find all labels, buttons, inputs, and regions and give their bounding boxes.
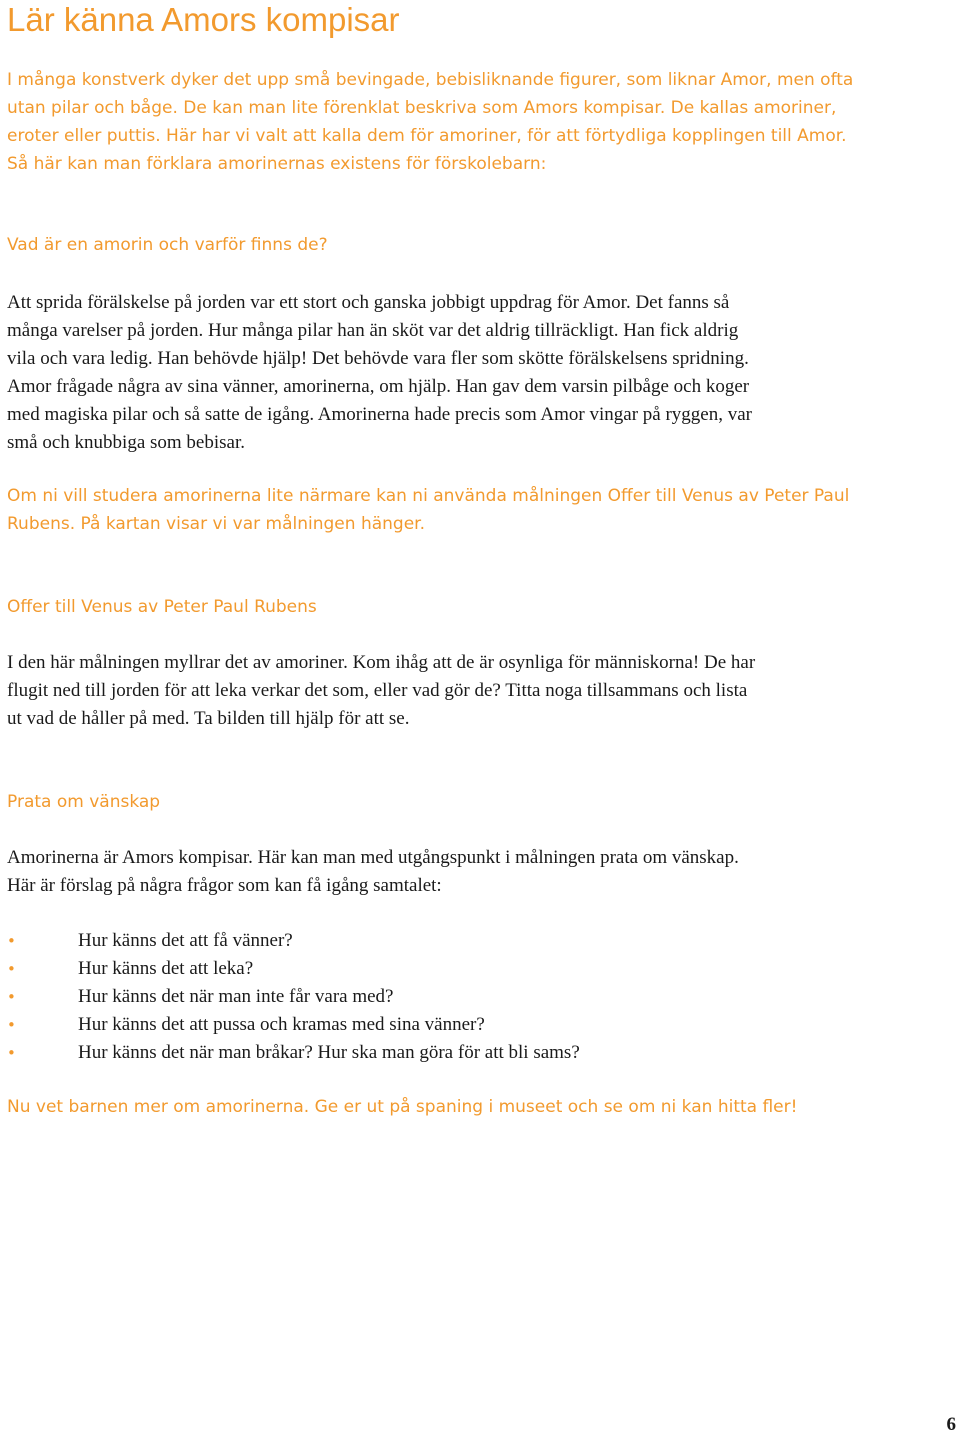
body-line: Att sprida förälskelse på jorden var ett stort och ganska jobbigt uppdrag för Amor. Det fanns så [7,292,730,313]
bullet-icon: • [7,960,16,978]
question-text: Hur känns det att leka? [78,958,254,979]
question-list [7,927,580,1067]
page-number: 6 [946,1414,956,1435]
body-line: Amorinerna är Amors kompisar. Här kan man med utgångspunkt i målningen prata om vänskap. [7,847,739,868]
intro-line: eroter eller puttis. Här har vi valt att kalla dem för amoriner, för att förtydliga kopplingen till Amor. [7,126,847,146]
question-text: Hur känns det att få vänner? [78,930,293,951]
closing-line: Nu vet barnen mer om amorinerna. Ge er ut på spaning i museet och se om ni kan hitta fler! [7,1097,798,1117]
bullet-icon: • [7,1044,16,1062]
intro-paragraph [7,66,957,178]
section-body-rubens [7,649,957,733]
section-heading-amorin: Vad är en amorin och varför finns de? [7,235,328,255]
body-line: Här är förslag på några frågor som kan få igång samtalet: [7,875,442,896]
question-text: Hur känns det att pussa och kramas med sina vänner? [78,1014,485,1035]
body-line: många varelser på jorden. Hur många pilar han än sköt var det aldrig tillräckligt. Han fick aldrig [7,320,739,341]
section-heading-rubens: Offer till Venus av Peter Paul Rubens [7,597,317,617]
body-line: ut vad de håller på med. Ta bilden till hjälp för att se. [7,708,410,729]
body-line: I den här målningen myllrar det av amoriner. Kom ihåg att de är osynliga för människorna! De har [7,652,756,673]
intro-line: Så här kan man förklara amorinernas existens för förskolebarn: [7,154,547,174]
note-line: Rubens. På kartan visar vi var målningen hänger. [7,514,425,534]
body-line: vila och vara ledig. Han behövde hjälp! Det behövde vara fler som skötte förälskelsens spridning. [7,348,749,369]
body-line: små och knubbiga som bebisar. [7,432,245,453]
section-body-amorin [7,289,957,457]
bullet-icon: • [7,1016,16,1034]
list-item [7,1011,580,1039]
bullet-icon: • [7,932,16,950]
closing-note [7,1093,960,1121]
page-title: Lär känna Amors kompisar [7,1,400,38]
section-heading-friendship: Prata om vänskap [7,792,161,812]
list-item [7,983,580,1011]
intro-line: I många konstverk dyker det upp små bevingade, bebisliknande figurer, som liknar Amor, men ofta [7,70,854,90]
list-item [7,955,580,983]
note-line: Om ni vill studera amorinerna lite närmare kan ni använda målningen Offer till Venus av Peter Paul [7,486,850,506]
bullet-icon: • [7,988,16,1006]
body-line: flugit ned till jorden för att leka verkar det som, eller vad gör de? Titta noga tillsammans och lista [7,680,748,701]
intro-line: utan pilar och båge. De kan man lite förenklat beskriva som Amors kompisar. De kallas amoriner, [7,98,837,118]
painting-note [7,482,960,538]
section-body-friendship [7,844,957,900]
body-line: med magiska pilar och så satte de igång. Amorinerna hade precis som Amor vingar på ryggen, var [7,404,752,425]
list-item [7,927,580,955]
question-text: Hur känns det när man bråkar? Hur ska man göra för att bli sams? [78,1042,580,1063]
list-item [7,1039,580,1067]
body-line: Amor frågade några av sina vänner, amorinerna, om hjälp. Han gav dem varsin pilbåge och koger [7,376,750,397]
question-text: Hur känns det när man inte får vara med? [78,986,394,1007]
